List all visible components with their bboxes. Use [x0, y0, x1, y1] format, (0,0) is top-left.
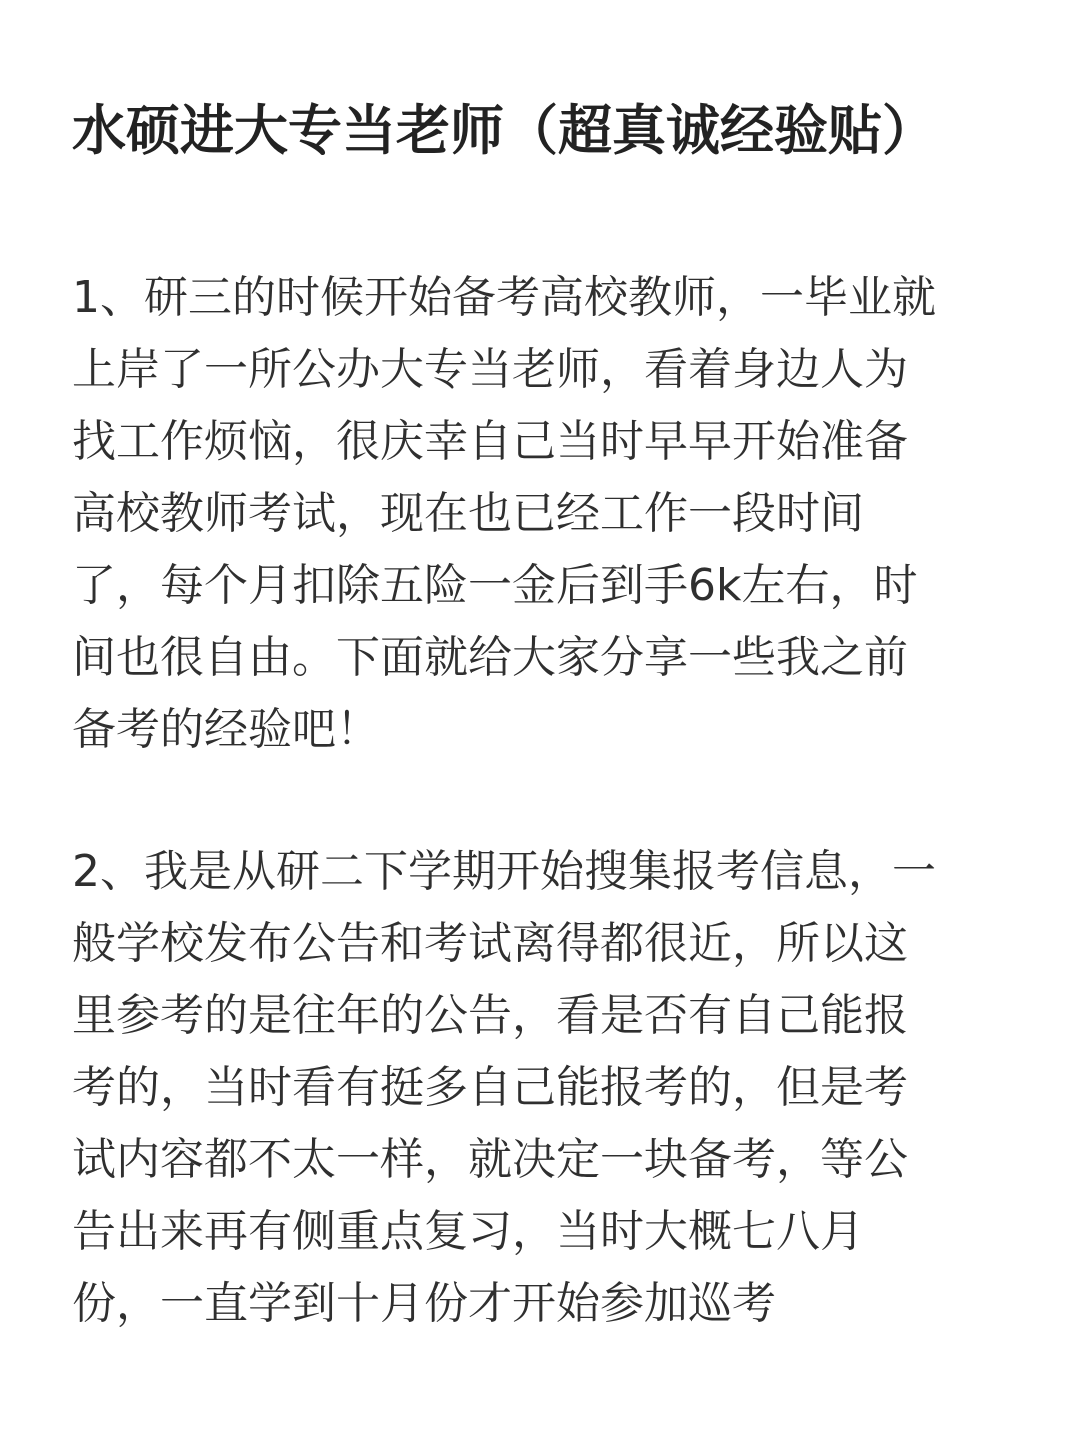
page-title: 水硕进大专当老师（超真诚经验贴） [72, 99, 936, 162]
paragraph-line: 般学校发布公告和考试离得都很近，所以这 [72, 918, 908, 969]
paragraph-line: 份，一直学到十月份才开始参加巡考 [72, 1278, 776, 1329]
paragraph-line: 备考的经验吧！ [72, 704, 380, 755]
paragraph-line: 了，每个月扣除五险一金后到手6k左右，时 [72, 560, 918, 611]
paragraph-line: 上岸了一所公办大专当老师，看着身边人为 [72, 344, 908, 395]
paragraph-line: 高校教师考试，现在也已经工作一段时间 [72, 488, 864, 539]
paragraph-2 [72, 836, 1012, 1340]
paragraph-1 [72, 262, 1012, 766]
paragraph-line: 告出来再有侧重点复习，当时大概七八月 [72, 1206, 864, 1257]
paragraph-line: 间也很自由。下面就给大家分享一些我之前 [72, 632, 908, 683]
paragraph-line: 2、我是从研二下学期开始搜集报考信息，一 [72, 846, 936, 897]
paragraph-line: 试内容都不太一样，就决定一块备考，等公 [72, 1134, 908, 1185]
paragraph-line: 1、研三的时候开始备考高校教师，一毕业就 [72, 272, 936, 323]
paragraph-line: 里参考的是往年的公告，看是否有自己能报 [72, 990, 908, 1041]
paragraph-line: 考的，当时看有挺多自己能报考的，但是考 [72, 1062, 908, 1113]
paragraph-line: 找工作烦恼，很庆幸自己当时早早开始准备 [72, 416, 908, 467]
